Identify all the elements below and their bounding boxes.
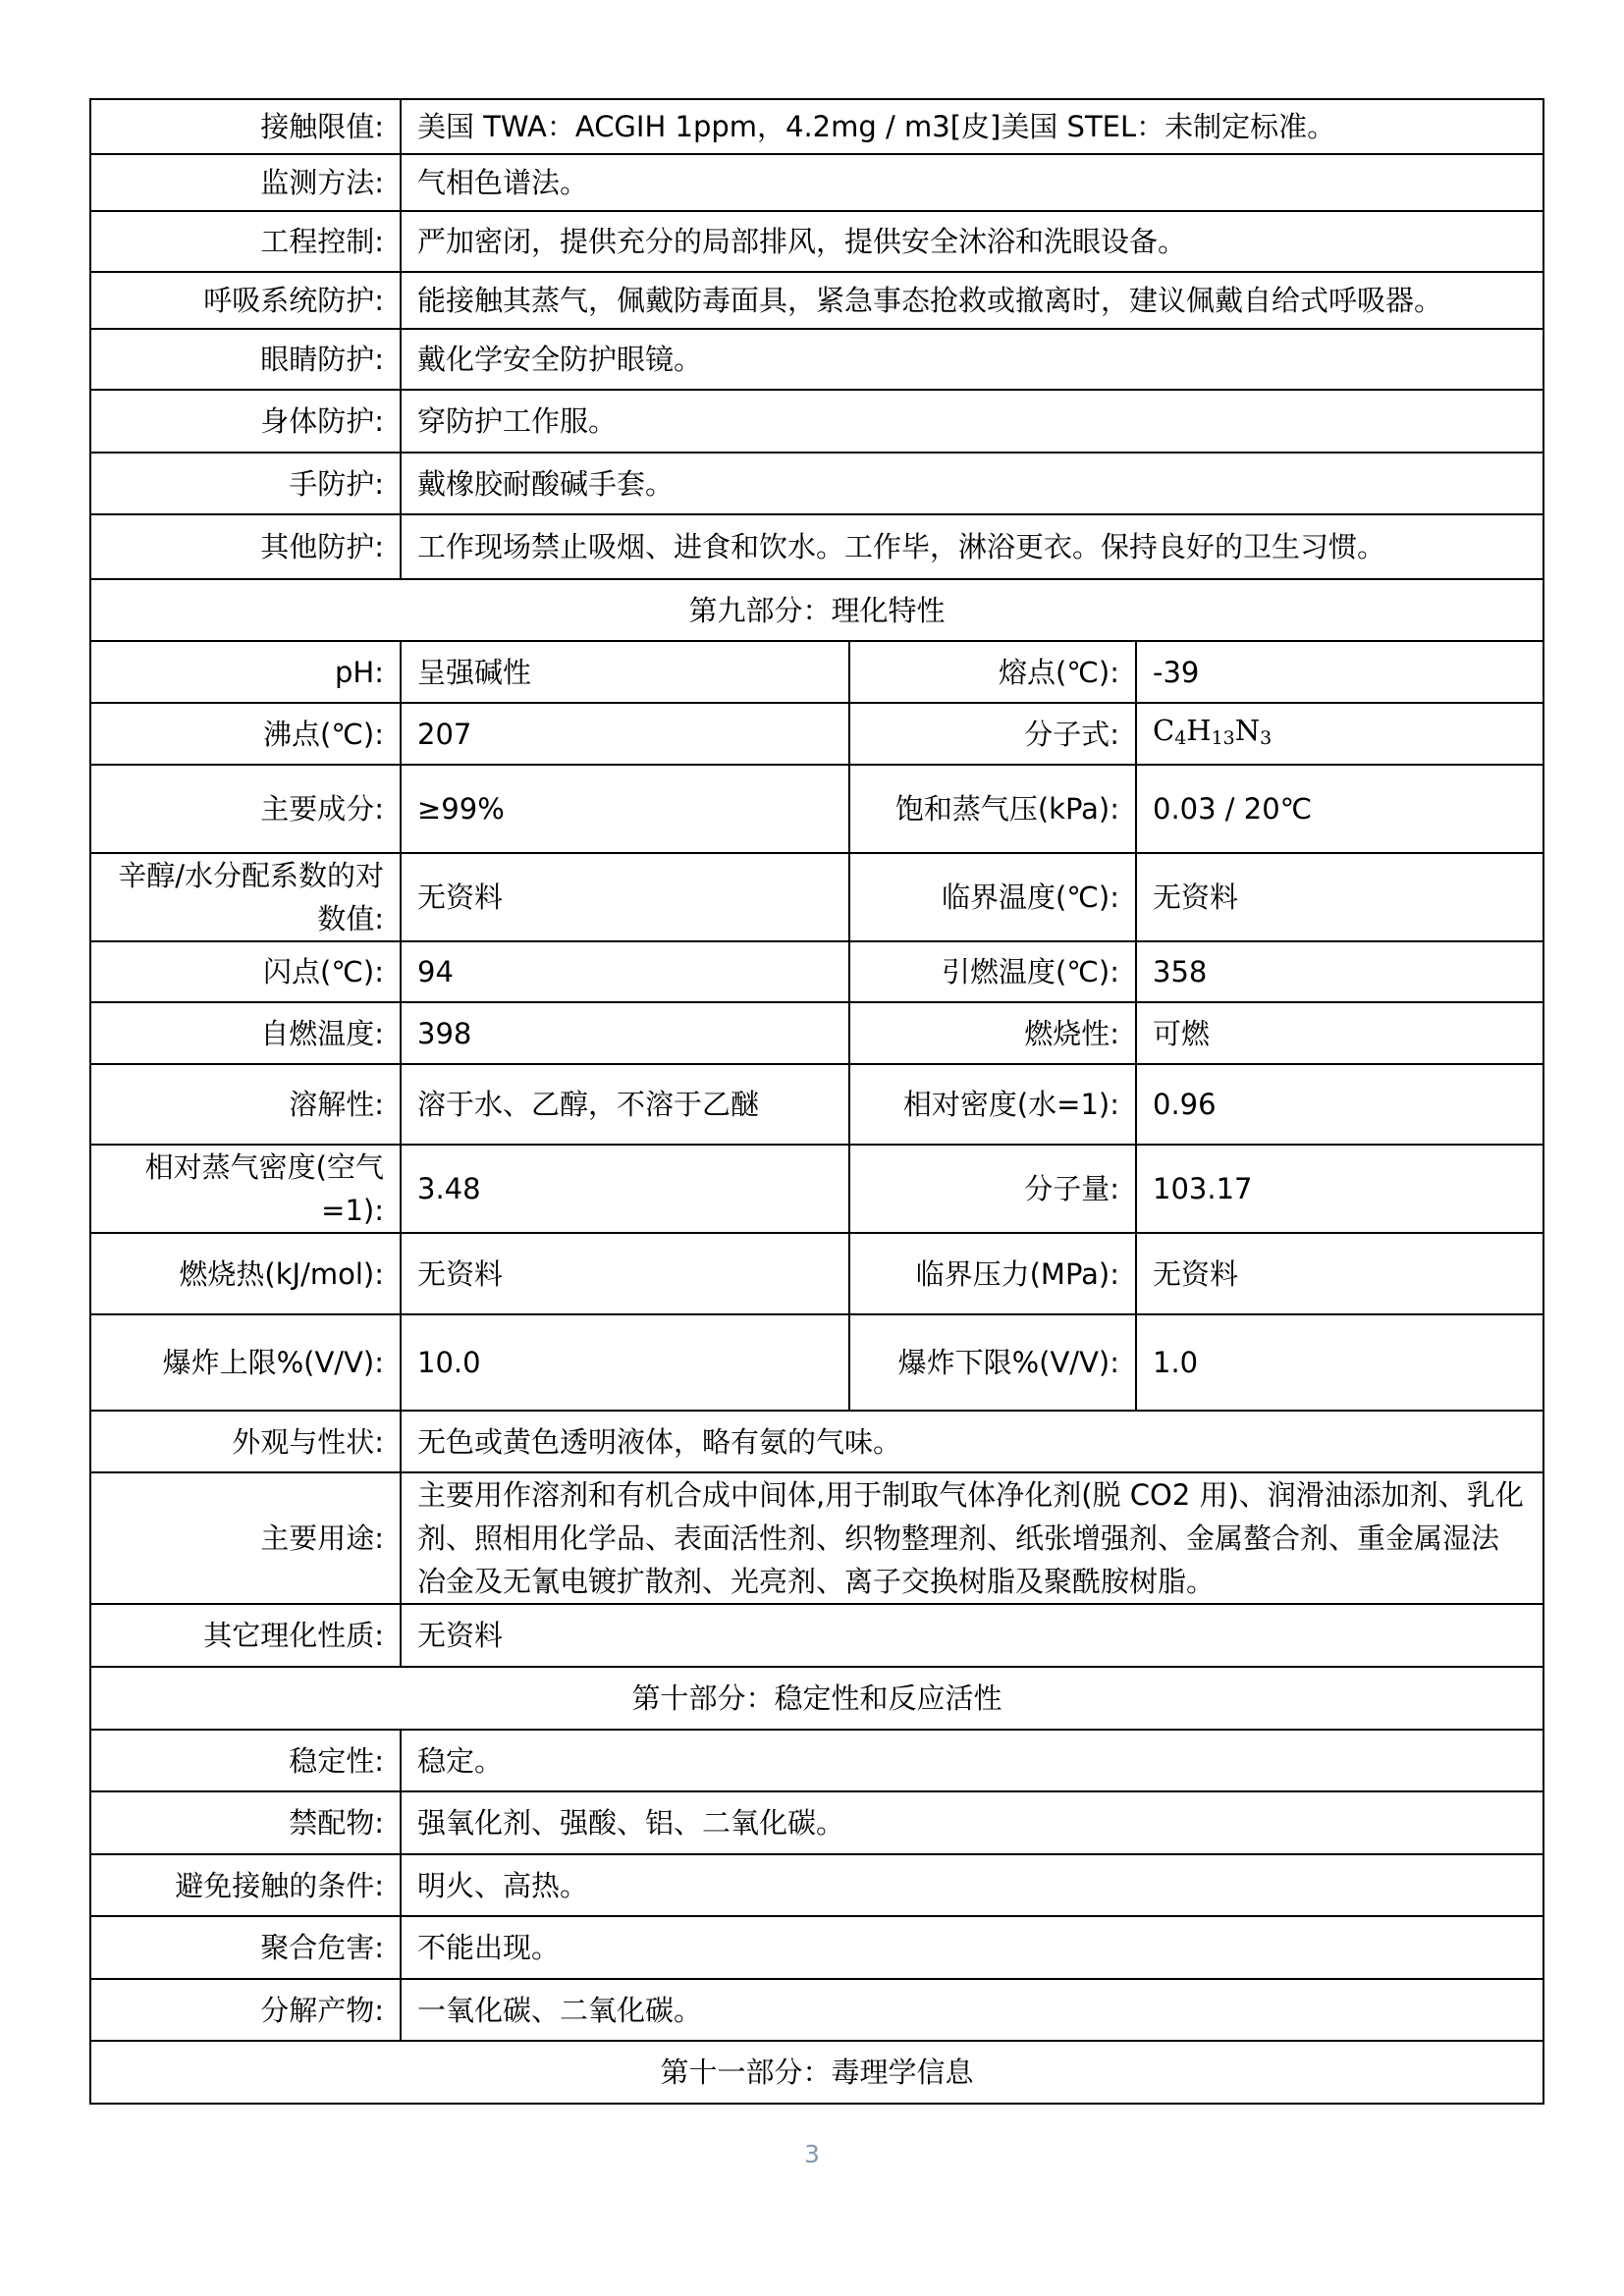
row-label: 聚合危害: <box>90 1916 401 1979</box>
table-row <box>90 99 1543 154</box>
table-row <box>90 853 1543 941</box>
property-value: 0.03 / 20℃ <box>1136 765 1543 853</box>
property-value: 无色或黄色透明液体，略有氨的气味。 <box>401 1411 1543 1472</box>
property-value: 无资料 <box>401 1233 849 1314</box>
property-value: 0.96 <box>1136 1064 1543 1145</box>
property-value: 无资料 <box>1136 1233 1543 1314</box>
table-row <box>90 272 1543 329</box>
row-label: 分解产物: <box>90 1979 401 2041</box>
property-value: 1.0 <box>1136 1314 1543 1411</box>
property-label: 相对密度(水=1): <box>849 1064 1136 1145</box>
property-value: 398 <box>401 1002 849 1064</box>
table-row <box>90 1979 1543 2041</box>
property-value: ≥99% <box>401 765 849 853</box>
property-label: 自燃温度: <box>90 1002 401 1064</box>
row-value: 气相色谱法。 <box>401 154 1543 211</box>
table-row <box>90 514 1543 579</box>
property-value: 无资料 <box>1136 853 1543 941</box>
sds-table-page <box>89 98 1543 2105</box>
section-header <box>90 2041 1543 2104</box>
row-label: 工程控制: <box>90 211 401 272</box>
property-value: 207 <box>401 703 849 765</box>
row-label: 接触限值: <box>90 99 401 154</box>
row-label: 稳定性: <box>90 1730 401 1791</box>
section-header <box>90 579 1543 641</box>
section-header <box>90 1667 1543 1730</box>
property-label: 主要用途: <box>90 1472 401 1604</box>
row-value: 一氧化碳、二氧化碳。 <box>401 1979 1543 2041</box>
section-11-title: 第十一部分：毒理学信息 <box>90 2041 1543 2104</box>
table-row <box>90 453 1543 514</box>
page-number: 3 <box>804 2140 820 2168</box>
property-value: 无资料 <box>401 853 849 941</box>
table-row <box>90 765 1543 853</box>
property-label: 临界温度(℃): <box>849 853 1136 941</box>
table-row <box>90 941 1543 1002</box>
section-10-title: 第十部分：稳定性和反应活性 <box>90 1667 1543 1730</box>
table-row <box>90 211 1543 272</box>
property-value: 358 <box>1136 941 1543 1002</box>
property-value: 呈强碱性 <box>401 641 849 703</box>
row-label: 避免接触的条件: <box>90 1854 401 1916</box>
property-label: 熔点(℃): <box>849 641 1136 703</box>
row-label: 身体防护: <box>90 390 401 453</box>
row-value: 强氧化剂、强酸、铝、二氧化碳。 <box>401 1791 1543 1854</box>
table-row <box>90 1314 1543 1411</box>
table-row <box>90 154 1543 211</box>
table-row <box>90 1791 1543 1854</box>
row-value: 戴橡胶耐酸碱手套。 <box>401 453 1543 514</box>
property-label: 临界压力(MPa): <box>849 1233 1136 1314</box>
property-value: -39 <box>1136 641 1543 703</box>
property-label: 闪点(℃): <box>90 941 401 1002</box>
table-row <box>90 1002 1543 1064</box>
property-value: 可燃 <box>1136 1002 1543 1064</box>
property-value: 主要用作溶剂和有机合成中间体,用于制取气体净化剂(脱 CO2 用)、润滑油添加剂、乳化剂、照相用化学品、表面活性剂、织物整理剂、纸张增强剂、金属螯合剂、重金属湿法冶金及无氰电镀扩散剂、光亮剂、离子交换树脂及聚酰胺树脂。 <box>401 1472 1543 1604</box>
property-label: 相对蒸气密度(空气=1): <box>90 1145 401 1233</box>
property-label: 饱和蒸气压(kPa): <box>849 765 1136 853</box>
property-label: 其它理化性质: <box>90 1604 401 1667</box>
formula-text: $C_4H_{13}N_3$ <box>1153 713 1272 749</box>
property-label: 分子量: <box>849 1145 1136 1233</box>
property-label: 爆炸下限%(V/V): <box>849 1314 1136 1411</box>
section-9-title: 第九部分：理化特性 <box>90 579 1543 641</box>
property-label: 沸点(℃): <box>90 703 401 765</box>
table-row <box>90 1145 1543 1233</box>
property-label: pH: <box>90 641 401 703</box>
property-label: 外观与性状: <box>90 1411 401 1472</box>
row-value: 能接触其蒸气，佩戴防毒面具，紧急事态抢救或撤离时，建议佩戴自给式呼吸器。 <box>401 272 1543 329</box>
row-value: 稳定。 <box>401 1730 1543 1791</box>
table-row <box>90 1472 1543 1604</box>
row-label: 手防护: <box>90 453 401 514</box>
property-label: 分子式: <box>849 703 1136 765</box>
row-label: 眼睛防护: <box>90 329 401 390</box>
property-label: 主要成分: <box>90 765 401 853</box>
molecular-formula <box>1136 703 1543 765</box>
sds-table <box>89 98 1544 2105</box>
property-value: 溶于水、乙醇，不溶于乙醚 <box>401 1064 849 1145</box>
property-label: 爆炸上限%(V/V): <box>90 1314 401 1411</box>
row-value: 戴化学安全防护眼镜。 <box>401 329 1543 390</box>
property-value: 103.17 <box>1136 1145 1543 1233</box>
row-value: 不能出现。 <box>401 1916 1543 1979</box>
table-row <box>90 390 1543 453</box>
row-value: 工作现场禁止吸烟、进食和饮水。工作毕，淋浴更衣。保持良好的卫生习惯。 <box>401 514 1543 579</box>
property-label: 溶解性: <box>90 1064 401 1145</box>
row-value: 明火、高热。 <box>401 1854 1543 1916</box>
row-value: 穿防护工作服。 <box>401 390 1543 453</box>
table-row <box>90 1730 1543 1791</box>
table-row <box>90 703 1543 765</box>
table-row <box>90 641 1543 703</box>
property-label: 引燃温度(℃): <box>849 941 1136 1002</box>
table-row <box>90 1604 1543 1667</box>
table-row <box>90 1411 1543 1472</box>
table-row <box>90 1233 1543 1314</box>
property-label: 燃烧性: <box>849 1002 1136 1064</box>
row-value: 美国 TWA：ACGIH 1ppm，4.2mg / m3[皮]美国 STEL：未制定标准。 <box>401 99 1543 154</box>
row-label: 呼吸系统防护: <box>90 272 401 329</box>
row-label: 监测方法: <box>90 154 401 211</box>
property-value: 94 <box>401 941 849 1002</box>
row-label: 其他防护: <box>90 514 401 579</box>
property-value: 3.48 <box>401 1145 849 1233</box>
table-row <box>90 1854 1543 1916</box>
property-value: 10.0 <box>401 1314 849 1411</box>
property-label: 辛醇/水分配系数的对数值: <box>90 853 401 941</box>
row-value: 严加密闭，提供充分的局部排风，提供安全沐浴和洗眼设备。 <box>401 211 1543 272</box>
table-row <box>90 329 1543 390</box>
table-row <box>90 1916 1543 1979</box>
row-label: 禁配物: <box>90 1791 401 1854</box>
table-row <box>90 1064 1543 1145</box>
property-value: 无资料 <box>401 1604 1543 1667</box>
property-label: 燃烧热(kJ/mol): <box>90 1233 401 1314</box>
